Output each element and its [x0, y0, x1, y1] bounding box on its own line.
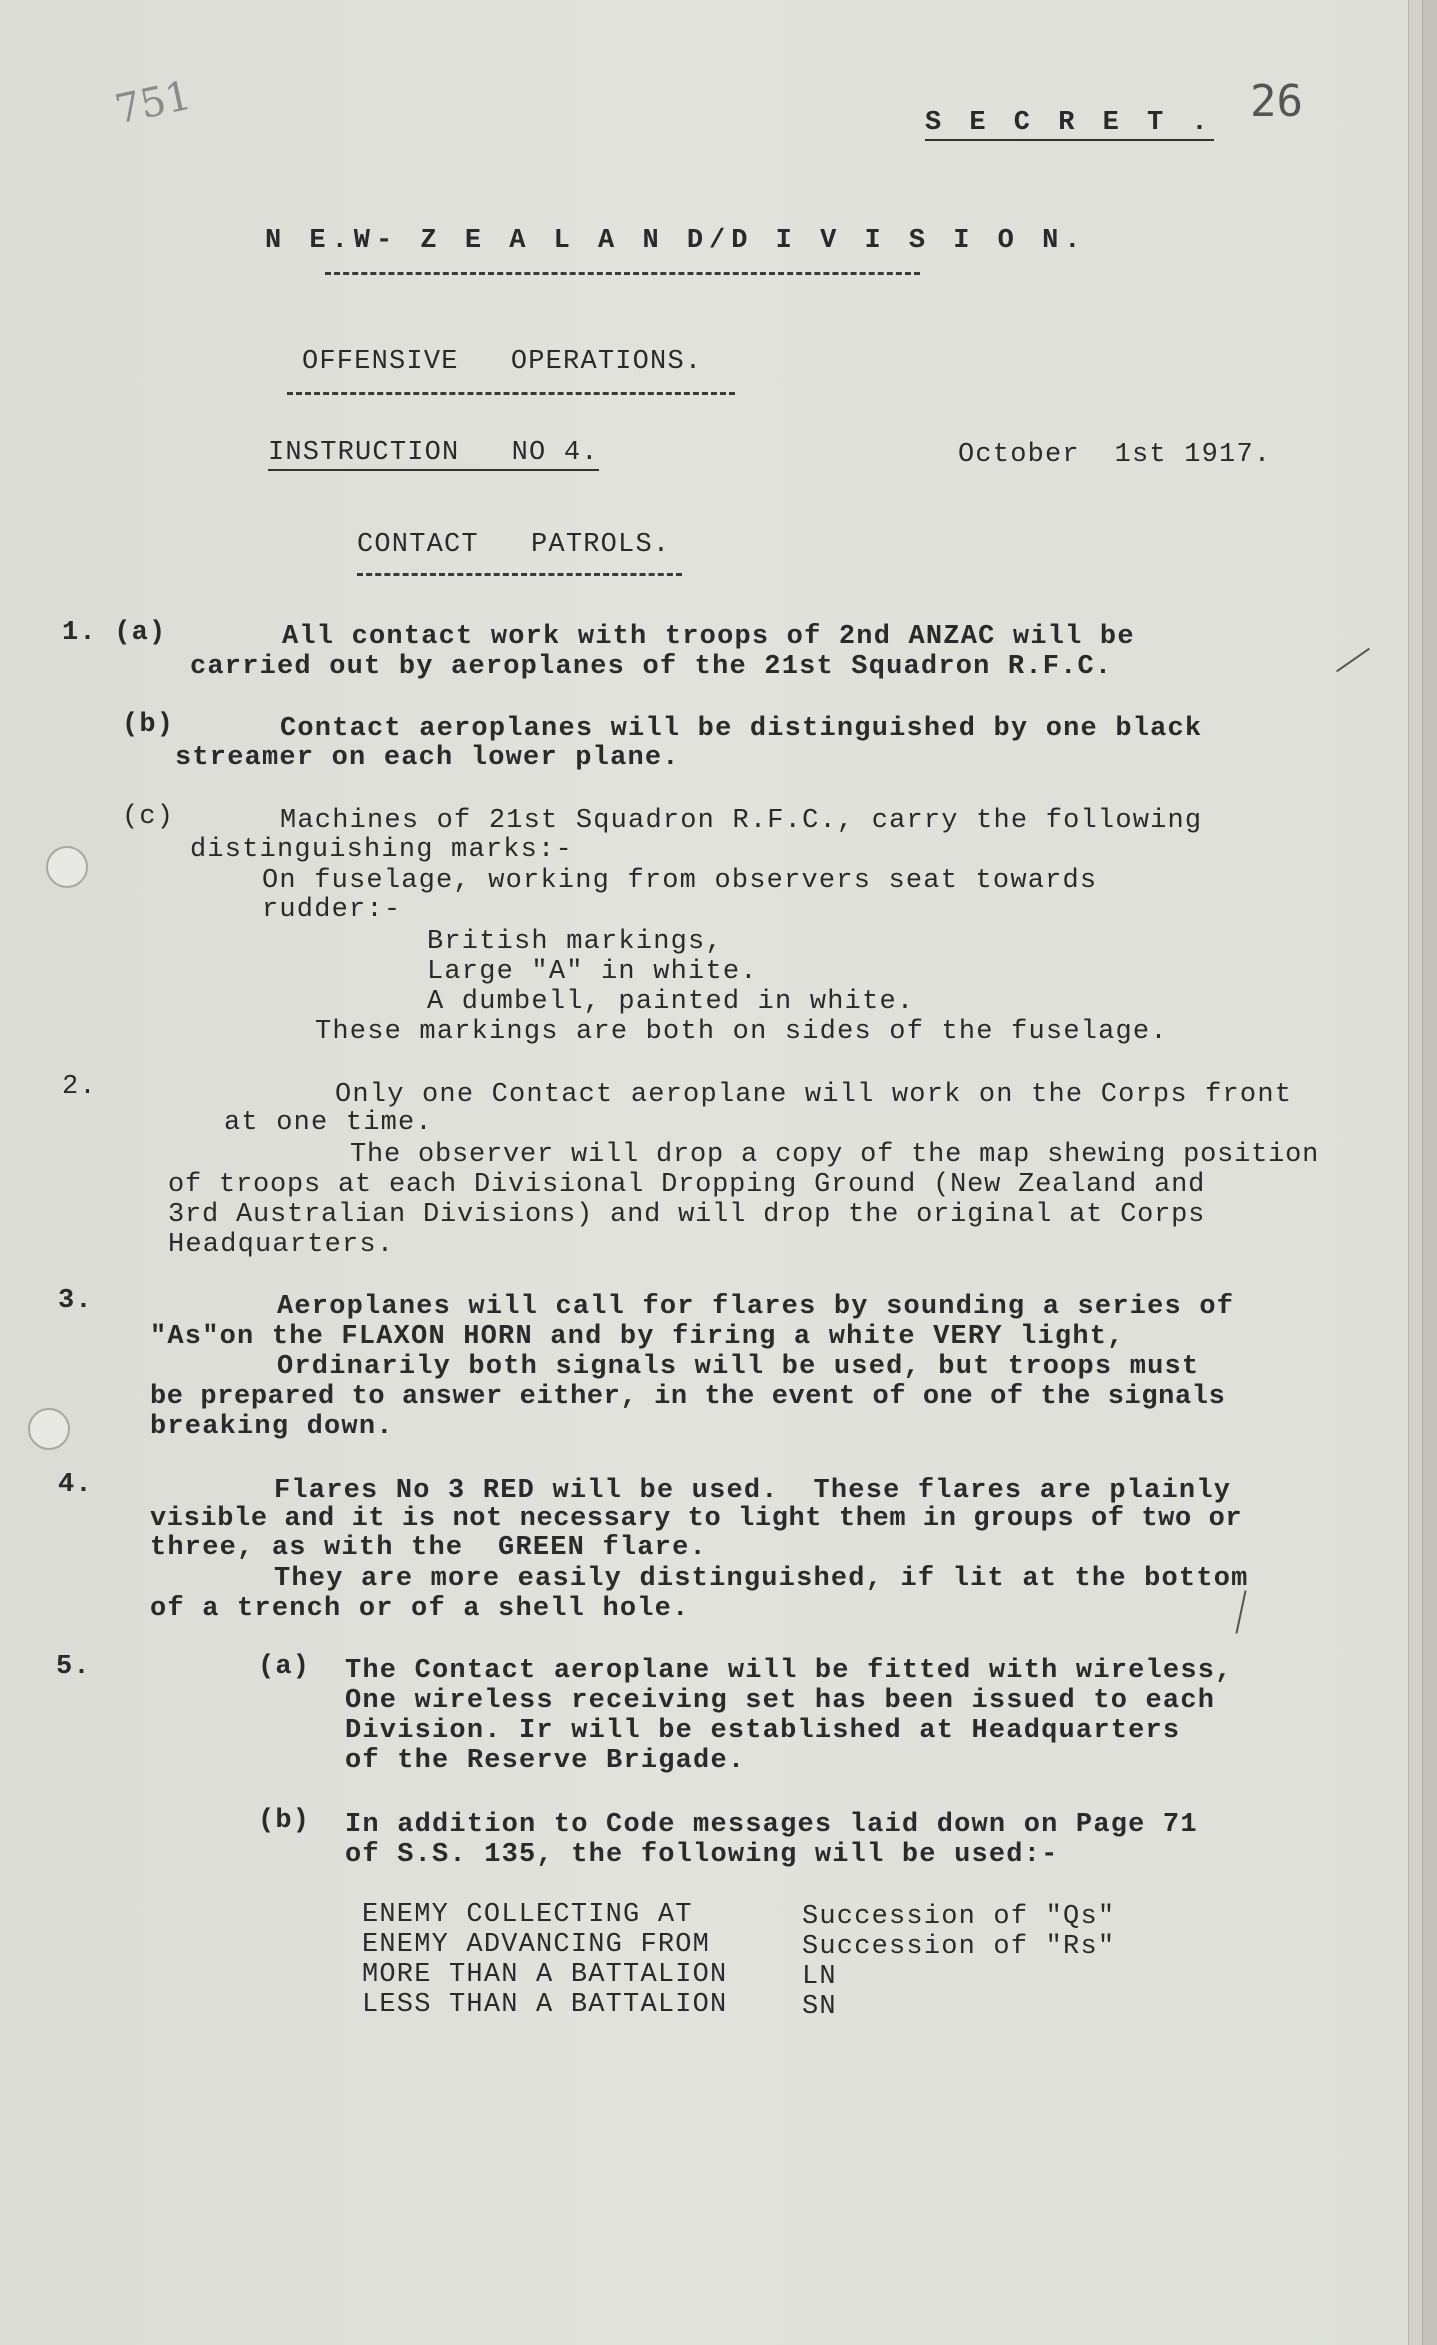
para5-b-line2: of S.S. 135, the following will be used:- — [345, 1840, 1059, 1870]
para1-c-item3: A dumbell, painted in white. — [427, 987, 915, 1017]
para5-a-line2: One wireless receiving set has been issued to each — [345, 1686, 1216, 1716]
instruction-number: INSTRUCTION NO 4. — [268, 438, 599, 471]
pencil-tick — [1336, 648, 1370, 673]
para4-label: 4. — [58, 1470, 93, 1500]
para1-b-label: (b) — [122, 710, 175, 740]
para1-b-line2: streamer on each lower plane. — [175, 743, 680, 773]
para1-a-line2: carried out by aeroplanes of the 21st Squadron R.F.C. — [190, 652, 1113, 682]
para3-line2: "As"on the FLAXON HORN and by firing a white VERY light, — [150, 1322, 1125, 1352]
para1-c-line5: These markings are both on sides of the fuselage. — [315, 1017, 1168, 1047]
para5-a-line1: The Contact aeroplane will be fitted with wireless, — [345, 1656, 1233, 1686]
code-message: ENEMY ADVANCING FROM — [362, 1930, 711, 1960]
code-signal: SN — [802, 1992, 837, 2022]
para5-a-label: (a) — [258, 1652, 311, 1682]
para1-c-label: (c) — [122, 802, 175, 832]
para4-line1: Flares No 3 RED will be used. These flares are plainly — [274, 1476, 1232, 1506]
para1-c-line2: distinguishing marks:- — [190, 835, 573, 865]
para3-label: 3. — [58, 1286, 93, 1316]
para5-label: 5. — [56, 1652, 91, 1682]
para5-a-line4: of the Reserve Brigade. — [345, 1746, 746, 1776]
punch-hole — [46, 846, 88, 888]
para2-line5: 3rd Australian Divisions) and will drop the original at Corps — [168, 1200, 1206, 1230]
page-edge — [1422, 0, 1437, 2345]
para2-line6: Headquarters. — [168, 1230, 395, 1260]
page-edge — [1408, 0, 1423, 2345]
para4-line4: They are more easily distinguished, if lit at the bottom — [274, 1564, 1249, 1594]
operations-underline — [287, 392, 735, 395]
para1-c-line3: On fuselage, working from observers seat towards — [262, 866, 1098, 896]
para1-b-line1: Contact aeroplanes will be distinguished by one black — [280, 714, 1203, 744]
code-signal: Succession of "Rs" — [802, 1932, 1116, 1962]
para3-line5: breaking down. — [150, 1412, 394, 1442]
para2-line2: at one time. — [224, 1108, 433, 1138]
division-title: N E.W- Z E A L A N D/D I V I S I O N. — [265, 226, 1087, 256]
para3-line3: Ordinarily both signals will be used, but troops must — [277, 1352, 1200, 1382]
code-signal: LN — [802, 1962, 837, 1992]
pencil-tick — [1235, 1590, 1246, 1633]
subject-title: CONTACT PATROLS. — [357, 530, 671, 560]
division-underline — [325, 272, 920, 275]
code-signal: Succession of "Qs" — [802, 1902, 1116, 1932]
para1-c-item2: Large "A" in white. — [427, 957, 758, 987]
para4-line2: visible and it is not necessary to light them in groups of two or — [150, 1504, 1243, 1534]
subject-underline — [357, 573, 682, 576]
para1-a-line1: All contact work with troops of 2nd ANZAC will be — [282, 622, 1135, 652]
para3-line4: be prepared to answer either, in the event of one of the signals — [150, 1382, 1226, 1412]
para2-line1: Only one Contact aeroplane will work on the Corps front — [335, 1080, 1293, 1110]
instruction-date: October 1st 1917. — [958, 440, 1272, 470]
code-message: LESS THAN A BATTALION — [362, 1990, 728, 2020]
code-message: MORE THAN A BATTALION — [362, 1960, 728, 1990]
para2-line4: of troops at each Divisional Dropping Ground (New Zealand and — [168, 1170, 1206, 1200]
para5-b-line1: In addition to Code messages laid down on Page 71 — [345, 1810, 1198, 1840]
para1-a-label: 1. (a) — [62, 618, 167, 648]
para1-c-line1: Machines of 21st Squadron R.F.C., carry the following — [280, 806, 1203, 836]
pencil-annotation: 751 — [111, 72, 196, 134]
para2-line3: The observer will drop a copy of the map shewing position — [350, 1140, 1320, 1170]
para5-b-label: (b) — [258, 1806, 311, 1836]
page-number: 26 — [1250, 76, 1303, 127]
para4-line5: of a trench or of a shell hole. — [150, 1594, 690, 1624]
para3-line1: Aeroplanes will call for flares by sounding a series of — [277, 1292, 1235, 1322]
para5-a-line3: Division. Ir will be established at Headquarters — [345, 1716, 1181, 1746]
punch-hole — [28, 1408, 70, 1450]
para2-label: 2. — [62, 1072, 97, 1102]
operations-title: OFFENSIVE OPERATIONS. — [302, 347, 703, 377]
code-message: ENEMY COLLECTING AT — [362, 1900, 693, 1930]
para1-c-line4: rudder:- — [262, 895, 402, 925]
classification-label: S E C R E T . — [925, 108, 1214, 141]
para4-line3: three, as with the GREEN flare. — [150, 1533, 707, 1563]
para1-c-item1: British markings, — [427, 927, 723, 957]
